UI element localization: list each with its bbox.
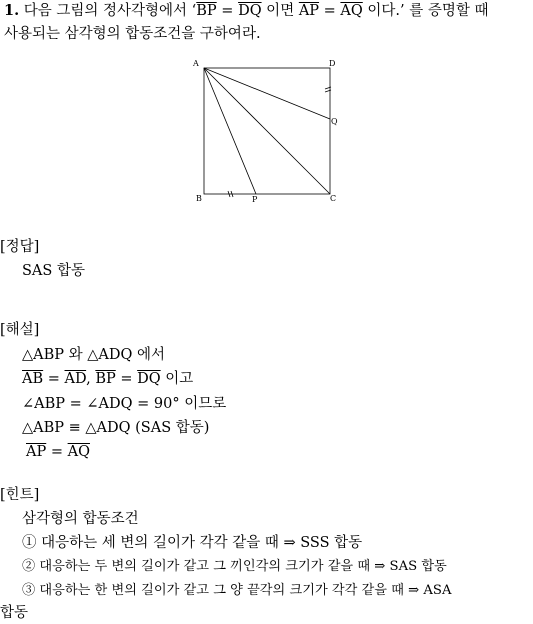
segment-ap: $\overline{AP}$ <box>26 444 47 460</box>
equals-sign: = <box>319 3 341 19</box>
tick-mark-bp <box>228 191 230 197</box>
problem-text-b: 이면 <box>261 3 299 19</box>
label-c: C <box>330 194 337 203</box>
explanation-heading: [해설] <box>0 322 40 338</box>
explanation-line-3: ∠ABP = ∠ADQ = 90° 이므로 <box>22 396 227 412</box>
segment-ad: $\overline{AD}$ <box>64 371 87 387</box>
explanation-line-2-tail: 이고 <box>160 371 194 387</box>
answer-heading: [정답] <box>0 239 40 255</box>
tick-mark-dq <box>325 90 331 92</box>
hint-title: 삼각형의 합동조건 <box>22 511 139 527</box>
segment-bp: $\overline{BP}$ <box>196 3 217 19</box>
equals-sign: = <box>43 371 65 387</box>
equals-sign: = <box>115 371 138 387</box>
equals-sign: = <box>216 3 239 19</box>
segment-bp: $\overline{BP}$ <box>95 371 116 387</box>
equals-sign: = <box>46 444 68 460</box>
segment-aq: $\overline{AQ}$ <box>67 444 90 460</box>
problem-line-2: 사용되는 삼각형의 합동조건을 구하여라. <box>4 26 261 42</box>
explanation-line-5 <box>26 443 90 461</box>
hint-item-1: ① 대응하는 세 변의 길이가 각각 같을 때 ⇒ SSS 합동 <box>22 535 363 551</box>
square-abcd <box>204 68 330 194</box>
segment-a-c <box>204 68 330 194</box>
tick-mark-bp <box>231 191 233 197</box>
explanation-line-2 <box>22 370 193 388</box>
problem-text-c: 이다.’ 를 증명할 때 <box>362 3 489 19</box>
answer-text: SAS 합동 <box>22 263 85 279</box>
hint-item-2: ② 대응하는 두 변의 길이가 같고 그 끼인각의 크기가 같을 때 ⇒ SAS 합동 <box>22 559 447 574</box>
comma: , <box>86 371 96 387</box>
segment-dq: $\overline{DQ}$ <box>137 371 161 387</box>
label-b: B <box>196 194 202 203</box>
segment-ab: $\overline{AB}$ <box>22 371 44 387</box>
problem-number: 1. <box>4 2 20 19</box>
label-d: D <box>329 59 336 68</box>
problem-text-a: 다음 그림의 정사각형에서 ‘ <box>23 3 197 19</box>
segment-a-q <box>204 68 330 119</box>
segment-ap: $\overline{AP}$ <box>298 3 320 19</box>
segment-a-p <box>204 68 256 194</box>
label-a: A <box>193 59 199 68</box>
segment-aq: $\overline{AQ}$ <box>340 3 363 19</box>
segment-dq: $\overline{DQ}$ <box>238 3 262 19</box>
tick-mark-dq <box>325 87 331 89</box>
label-q: Q <box>331 117 338 126</box>
label-p: P <box>252 195 258 204</box>
explanation-line-4: △ABP ≡ △ADQ (SAS 합동) <box>22 420 210 436</box>
hint-heading: [힌트] <box>0 487 40 503</box>
hint-item-3: ③ 대응하는 한 변의 길이가 같고 그 양 끝각의 크기가 각각 같을 때 ⇒ ASA <box>22 583 452 598</box>
explanation-line-1: △ABP 와 △ADQ 에서 <box>22 347 166 363</box>
hint-item-3-wrap: 합동 <box>0 605 29 621</box>
problem-line-1 <box>4 2 489 20</box>
